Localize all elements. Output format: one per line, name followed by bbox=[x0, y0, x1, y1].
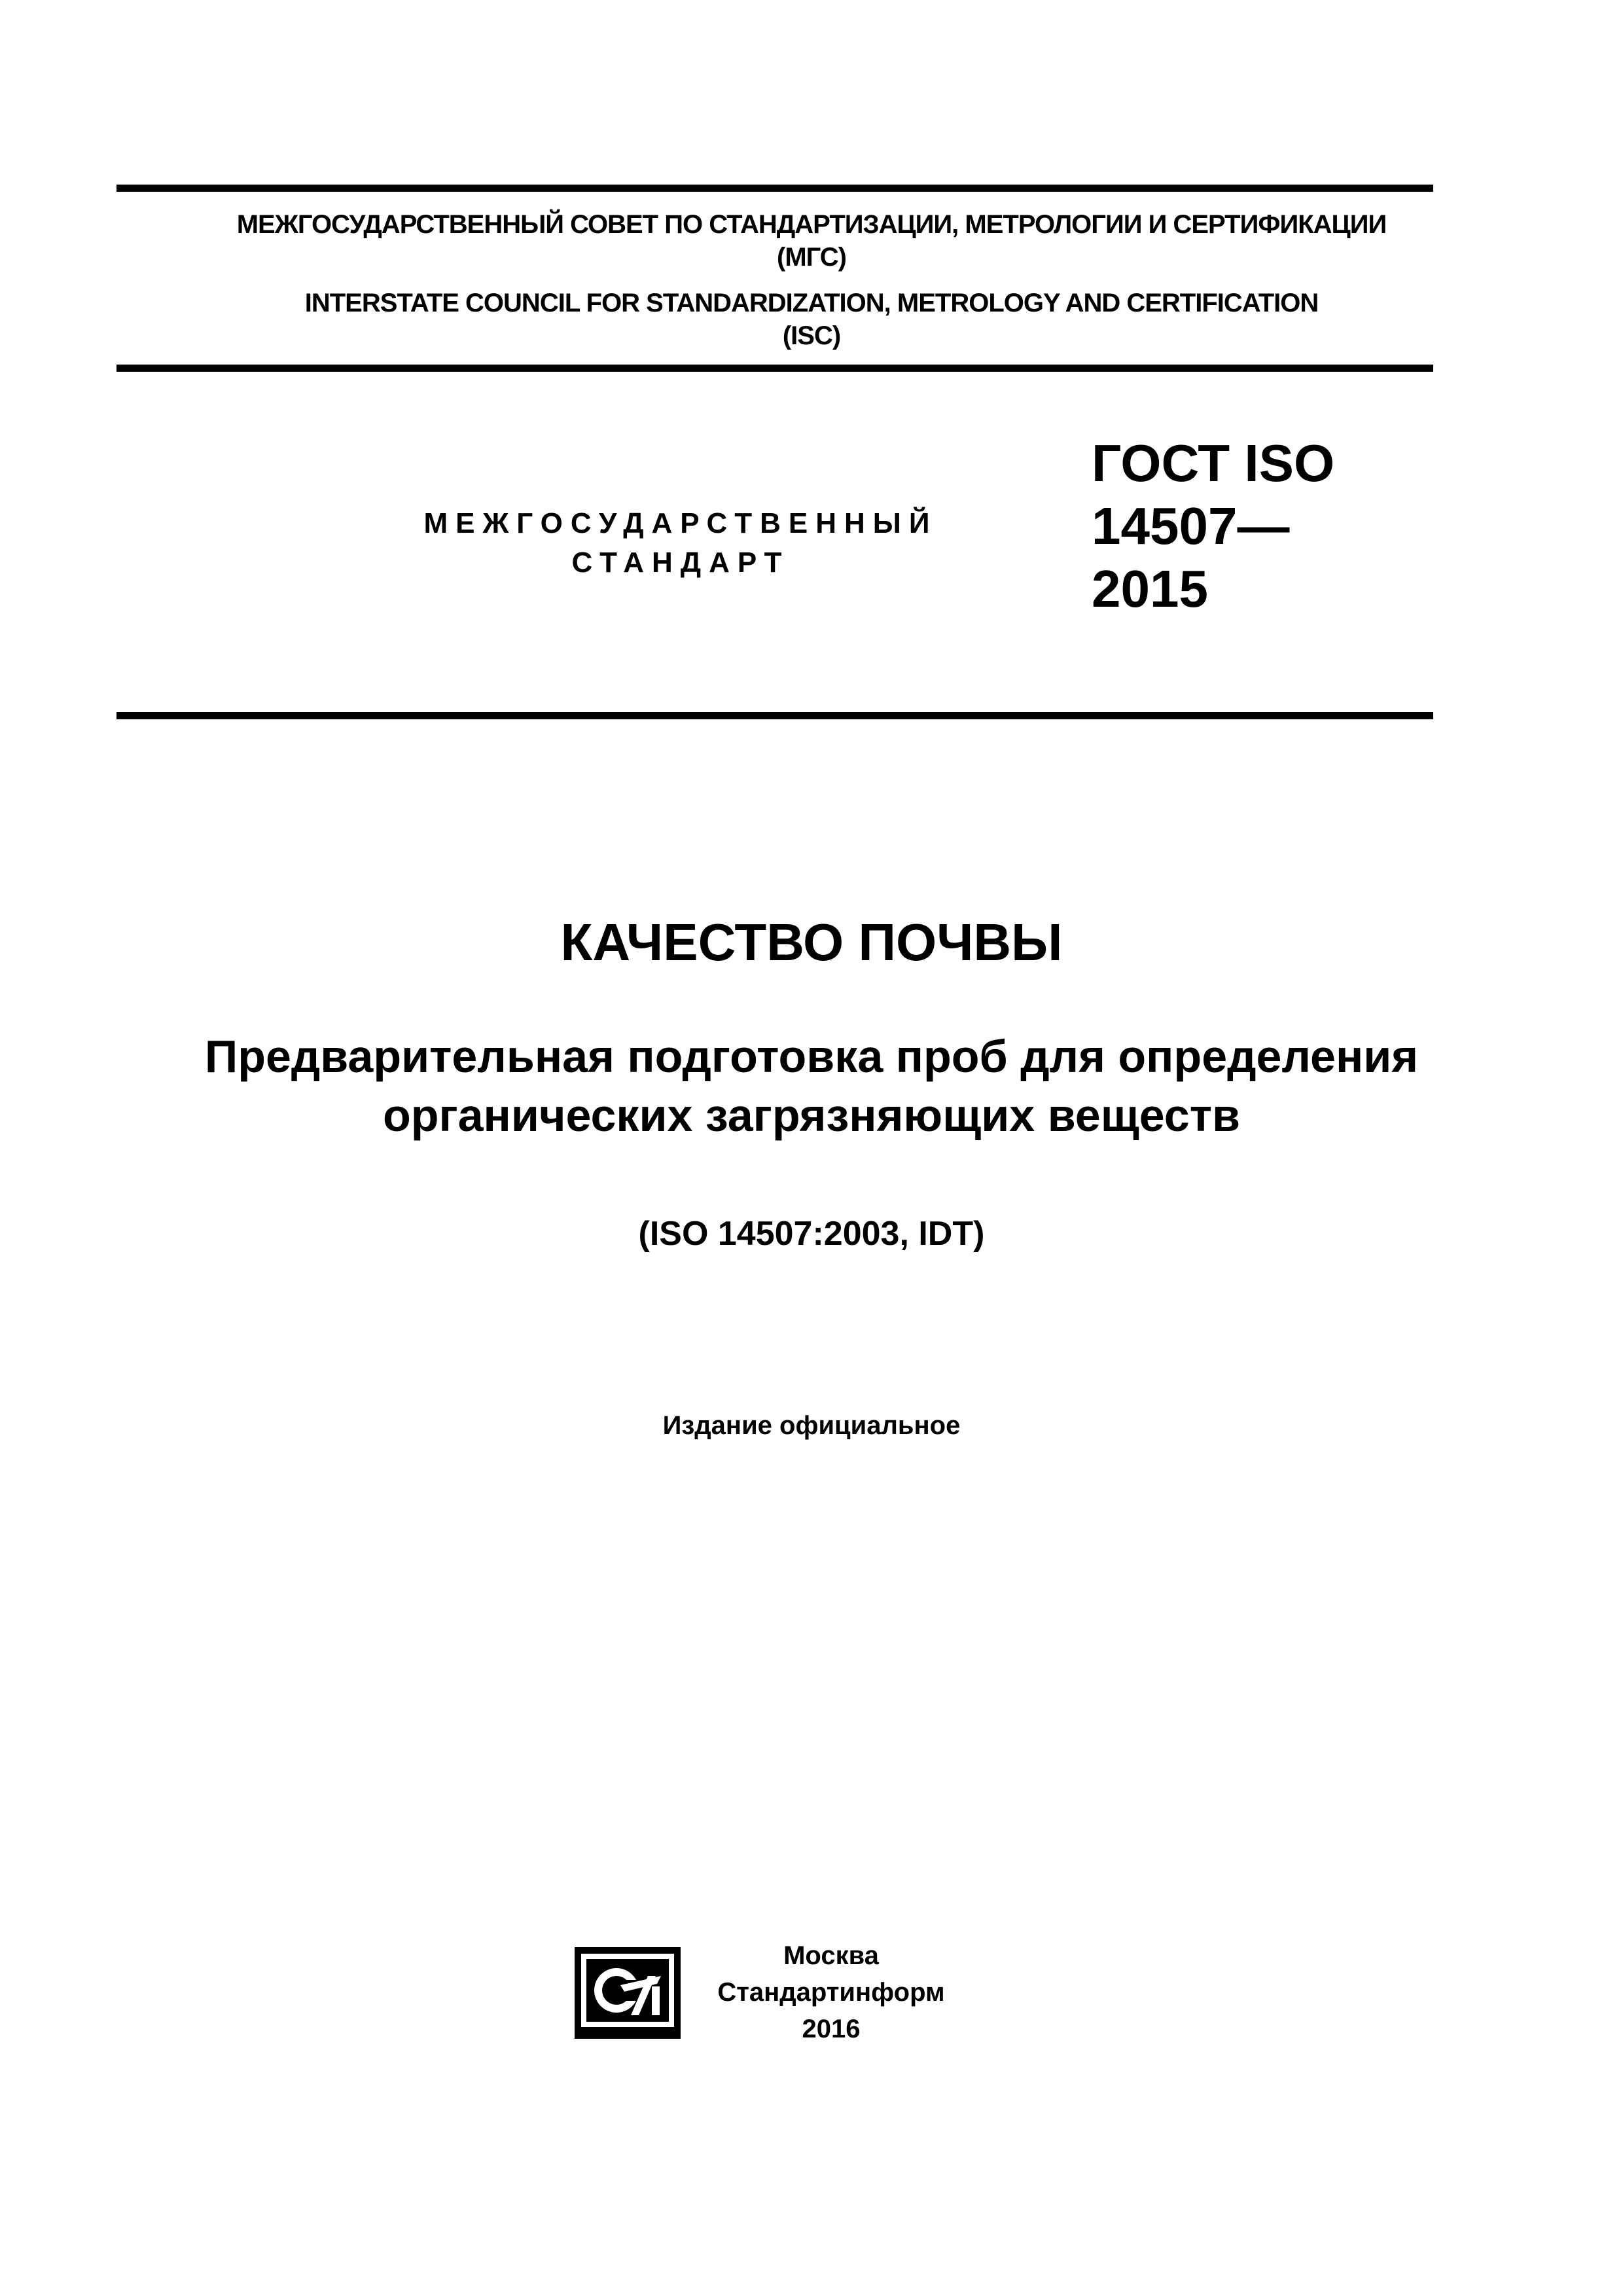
standard-type-line1: МЕЖГОСУДАРСТВЕННЫЙ bbox=[423, 507, 938, 539]
header-bottom-rule bbox=[116, 365, 1433, 372]
council-abbr-ru: (МГС) bbox=[777, 243, 846, 272]
publication-year: 2016 bbox=[802, 2015, 861, 2043]
council-name-en: INTERSTATE COUNCIL FOR STANDARDIZATION, METROLOGY AND CERTIFICATION bbox=[304, 289, 1319, 317]
council-name-ru: МЕЖГОСУДАРСТВЕННЫЙ СОВЕТ ПО СТАНДАРТИЗАЦИИ, МЕТРОЛОГИИ И СЕРТИФИКАЦИИ bbox=[236, 210, 1387, 239]
standard-code bbox=[1092, 432, 1334, 620]
publisher-block bbox=[707, 1937, 955, 2047]
publisher-city: Москва bbox=[783, 1941, 879, 1970]
standard-code-line3: 2015 bbox=[1092, 560, 1208, 618]
standartinform-logo-icon bbox=[575, 1947, 681, 2039]
publisher-name: Стандартинформ bbox=[717, 1978, 945, 2007]
edition-note: Издание официальное bbox=[662, 1411, 961, 1440]
standard-type-line2: СТАНДАРТ bbox=[571, 547, 790, 579]
document-subtitle-line2: органических загрязняющих веществ bbox=[382, 1090, 1241, 1141]
title-block-rule bbox=[116, 712, 1433, 719]
top-rule bbox=[116, 185, 1433, 192]
standard-code-line2: 14507— bbox=[1092, 497, 1290, 555]
document-title: КАЧЕСТВО ПОЧВЫ bbox=[560, 913, 1063, 971]
document-subtitle-line1: Предварительная подготовка проб для определения bbox=[204, 1031, 1419, 1082]
standard-code-line1: ГОСТ ISO bbox=[1092, 434, 1335, 492]
council-abbr-en: (ISC) bbox=[782, 321, 841, 350]
iso-reference: (ISO 14507:2003, IDT) bbox=[638, 1215, 985, 1253]
